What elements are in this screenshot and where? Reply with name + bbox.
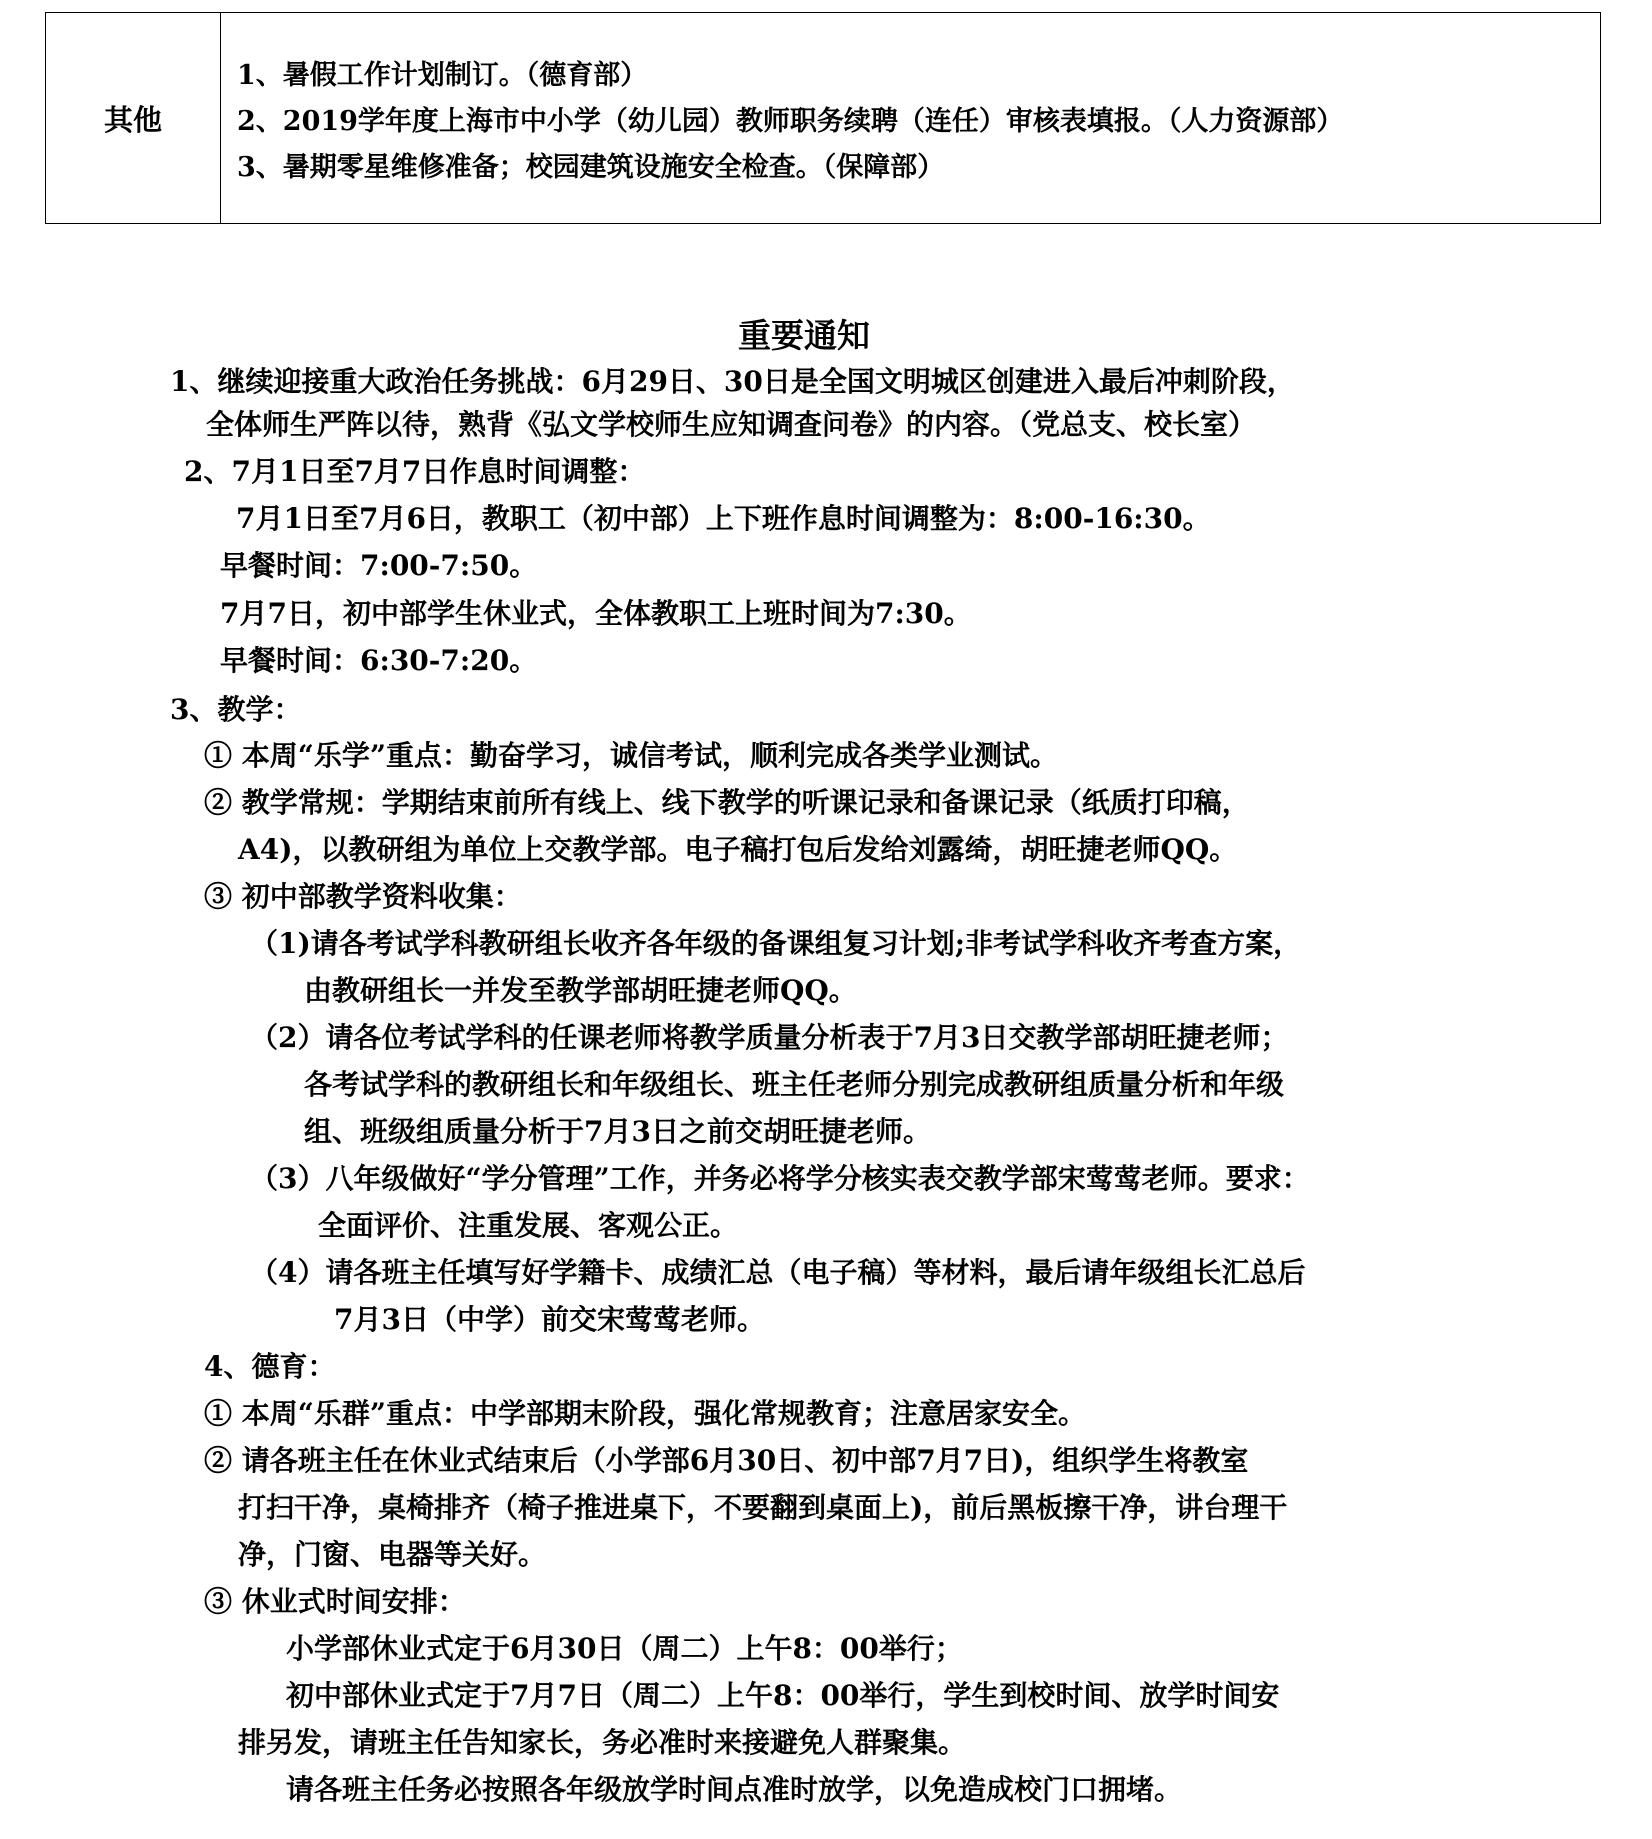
- notice-line: （4）请各班主任填写好学籍卡、成绩汇总（电子稿）等材料，最后请年级组长汇总后: [250, 1256, 1306, 1289]
- notice-line: ① 本周“乐学”重点：勤奋学习，诚信考试，顺利完成各类学业测试。: [204, 739, 1058, 772]
- notice-line: A4)，以教研组为单位上交教学部。电子稿打包后发给刘露绮，胡旺捷老师QQ。: [238, 833, 1238, 866]
- notice-line: 各考试学科的教研组长和年级组长、班主任老师分别完成教研组质量分析和年级: [304, 1068, 1285, 1101]
- notice-line: （3）八年级做好“学分管理”工作，并务必将学分核实表交教学部宋莺莺老师。要求：: [250, 1162, 1310, 1195]
- notice-line: （2）请各位考试学科的任课老师将教学质量分析表于7月3日交教学部胡旺捷老师；: [250, 1021, 1289, 1054]
- notice-line: ② 请各班主任在休业式结束后（小学部6月30日、初中部7月7日)，组织学生将教室: [204, 1444, 1249, 1477]
- notice-line: 2、7月1日至7月7日作息时间调整：: [184, 455, 646, 488]
- notice-line: ② 教学常规：学期结束前所有线上、线下教学的听课记录和备课记录（纸质打印稿，: [204, 786, 1250, 819]
- notice-line: 净，门窗、电器等关好。: [238, 1538, 547, 1571]
- other-table: [45, 12, 1601, 224]
- notice-line: 小学部休业式定于6月30日（周二）上午8：00举行；: [286, 1632, 963, 1665]
- notice-line: 排另发，请班主任告知家长，务必准时来接避免人群聚集。: [238, 1726, 967, 1759]
- notice-line: 早餐时间：6:30-7:20。: [220, 644, 538, 677]
- notice-line: ③ 休业式时间安排：: [204, 1585, 466, 1618]
- other-item: 2、2019学年度上海市中小学（幼儿园）教师职务续聘（连任）审核表填报。（人力资源部）: [237, 106, 1344, 137]
- notice-line: 7月1日至7月6日，教职工（初中部）上下班作息时间调整为：8:00-16:30。: [236, 502, 1211, 535]
- notice-line: 1、继续迎接重大政治任务挑战：6月29日、30日是全国文明城区创建进入最后冲刺阶段，: [170, 365, 1295, 398]
- notice-line: 4、德育：: [204, 1350, 336, 1383]
- notice-line: ③ 初中部教学资料收集：: [204, 880, 522, 913]
- notice-title: 重要通知: [738, 316, 870, 355]
- notice-line: 7月3日（中学）前交宋莺莺老师。: [334, 1303, 765, 1336]
- notice-line: 请各班主任务必按照各年级放学时间点准时放学，以免造成校门口拥堵。: [286, 1773, 1183, 1806]
- notice-line: 早餐时间：7:00-7:50。: [220, 549, 538, 582]
- notice-line: 由教研组长一并发至教学部胡旺捷老师QQ。: [304, 974, 857, 1007]
- other-items: [221, 13, 1601, 224]
- notice-line: 组、班级组质量分析于7月3日之前交胡旺捷老师。: [304, 1115, 931, 1148]
- other-item: 1、暑假工作计划制订。（德育部）: [237, 60, 648, 91]
- other-item: 3、暑期零星维修准备；校园建筑设施安全检查。（保障部）: [237, 152, 945, 183]
- notice-line: 打扫干净，桌椅排齐（椅子推进桌下，不要翻到桌面上)，前后黑板擦干净，讲台理干: [238, 1491, 1288, 1524]
- other-label: 其他: [46, 13, 221, 224]
- notice-line: （1)请各考试学科教研组长收齐各年级的备课组复习计划;非考试学科收齐考查方案，: [250, 927, 1302, 960]
- notice-line: 7月7日，初中部学生休业式，全体教职工上班时间为7:30。: [220, 597, 972, 630]
- notice-line: 全体师生严阵以待，熟背《弘文学校师生应知调查问卷》的内容。（党总支、校长室）: [206, 408, 1257, 441]
- notice-line: 初中部休业式定于7月7日（周二）上午8：00举行，学生到校时间、放学时间安: [286, 1679, 1280, 1712]
- notice-line: 3、教学：: [170, 693, 302, 726]
- notice-line: 全面评价、注重发展、客观公正。: [318, 1209, 739, 1242]
- notice-line: ① 本周“乐群”重点：中学部期末阶段，强化常规教育；注意居家安全。: [204, 1397, 1086, 1430]
